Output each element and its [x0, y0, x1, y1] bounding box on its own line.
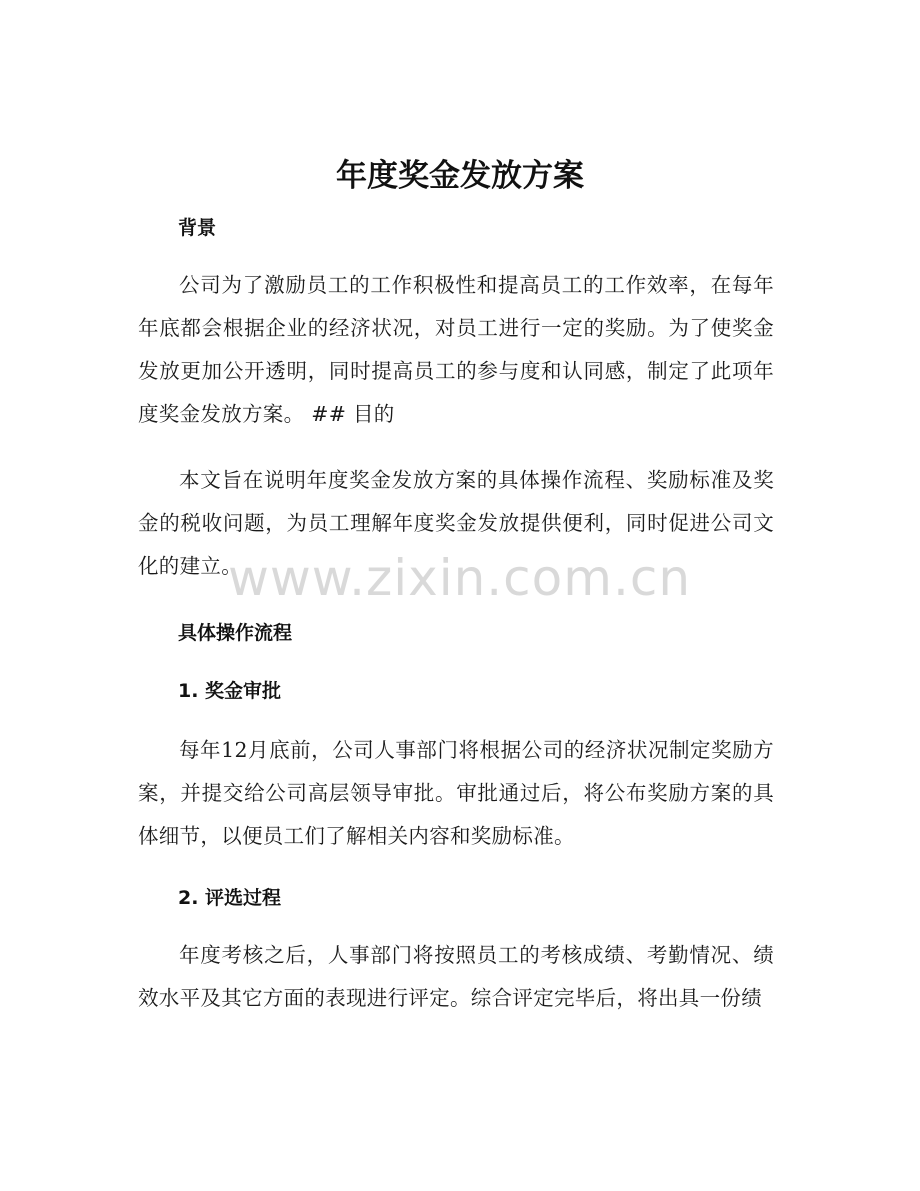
background-paragraph: 公司为了激励员工的工作积极性和提高员工的工作效率，在每年年底都会根据企业的经济状况，对员工进行一定的奖励。为了使奖金发放更加公开透明，同时提高员工的参与度和认同感，制定了此项年度奖金发放方案。 ## 目的	[138, 273, 774, 426]
step1-heading: 1. 奖金审批	[178, 680, 282, 702]
document-title: 年度奖金发放方案	[336, 158, 584, 194]
step2-paragraph: 年度考核之后，人事部门将按照员工的考核成绩、考勤情况、绩效水平及其它方面的表现进行评定。综合评定完毕后，将出具一份绩	[138, 943, 774, 1010]
purpose-paragraph: 本文旨在说明年度奖金发放方案的具体操作流程、奖励标准及奖金的税收问题，为员工理解年度奖金发放提供便利，同时促进公司文化的建立。	[138, 468, 774, 578]
process-heading: 具体操作流程	[178, 622, 293, 644]
step2-heading: 2. 评选过程	[178, 887, 282, 909]
background-heading: 背景	[178, 217, 217, 239]
watermark: www.zixin.com.cn	[228, 549, 692, 607]
step1-paragraph: 每年12月底前，公司人事部门将根据公司的经济状况制定奖励方案，并提交给公司高层领导审批。审批通过后，将公布奖励方案的具体细节，以便员工们了解相关内容和奖励标准。	[138, 738, 774, 848]
